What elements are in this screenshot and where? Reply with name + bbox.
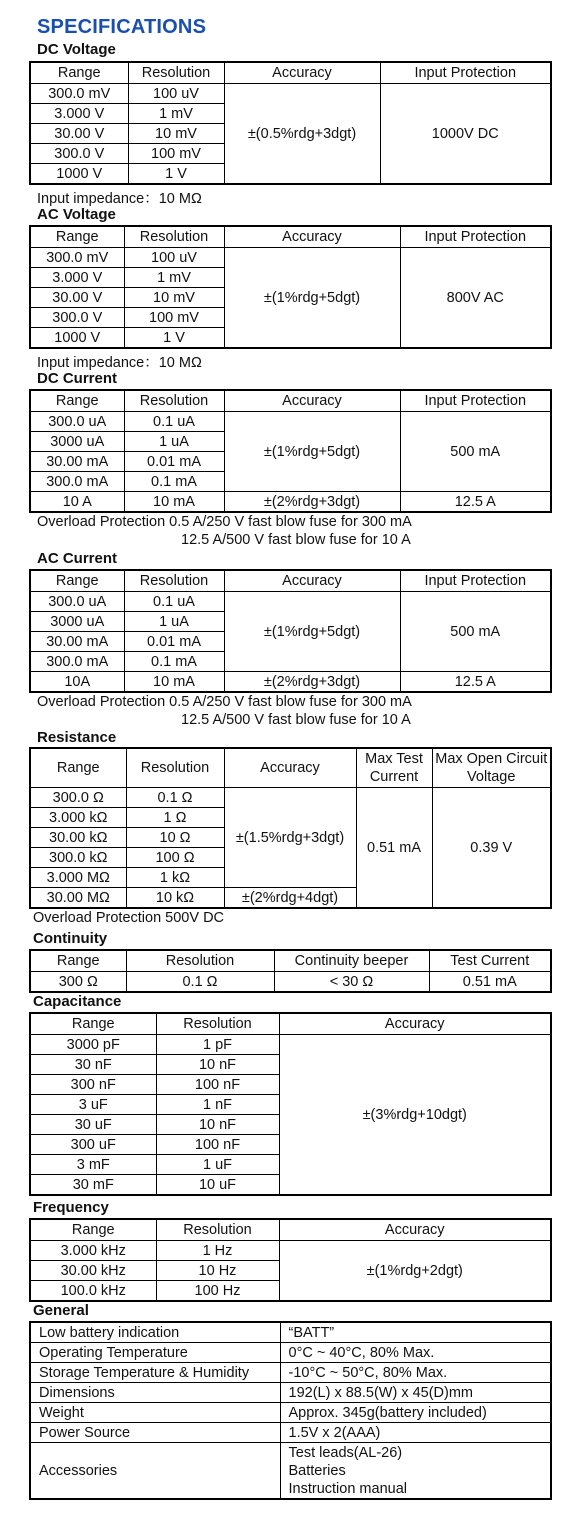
header-input-protection: Input Protection [400,226,551,248]
accessory-item: Batteries [288,1462,346,1479]
resistance-heading: Resistance [37,729,117,746]
range-cell: 3.000 kHz [30,1241,156,1261]
header-max-test-current: Max Test Current [356,748,432,788]
range-cell: 3.000 MΩ [30,868,126,888]
accuracy-cell: ±(2%rdg+3dgt) [224,492,400,513]
max-open-voltage-cell: 0.39 V [432,788,551,909]
header-resolution: Resolution [124,226,224,248]
range-cell: 3.000 V [30,104,128,124]
header-range: Range [30,226,124,248]
resolution-cell: 10 nF [156,1055,279,1075]
range-cell: 30 mF [30,1175,156,1196]
ac-current-heading: AC Current [37,550,118,567]
continuity-heading: Continuity [33,930,108,947]
range-cell: 100.0 kHz [30,1281,156,1302]
header-accuracy: Accuracy [224,748,356,788]
resolution-cell: 1 mV [124,268,224,288]
header-accuracy: Accuracy [279,1013,551,1035]
resolution-cell: 1 uA [124,432,224,452]
resolution-cell: 10 mA [124,672,224,693]
range-cell: 3.000 kΩ [30,808,126,828]
range-cell: 30 nF [30,1055,156,1075]
general-value: 192(L) x 88.5(W) x 45(D)mm [280,1383,551,1403]
dc-current-heading: DC Current [37,370,118,387]
max-test-current-cell: 0.51 mA [356,788,432,909]
resolution-cell: 10 Hz [156,1261,279,1281]
header-range: Range [30,62,128,84]
resolution-cell: 0.1 mA [124,652,224,672]
protection-cell: 500 mA [400,592,551,672]
accessories-cell [280,1443,551,1500]
dc-current-overload-note-2: 12.5 A/500 V fast blow fuse for 10 A [181,532,411,548]
range-cell: 3000 uA [30,612,124,632]
accuracy-cell: ±(2%rdg+3dgt) [224,672,400,693]
frequency-table [29,1218,552,1302]
range-cell: 3.000 V [30,268,124,288]
resolution-cell: 1 Ω [126,808,224,828]
header-range: Range [30,1219,156,1241]
resolution-cell: 0.1 Ω [126,972,274,993]
general-heading: General [33,1302,89,1319]
resolution-cell: 10 Ω [126,828,224,848]
range-cell: 300 uF [30,1135,156,1155]
range-cell: 300.0 mV [30,248,124,268]
resistance-table [29,747,552,909]
resolution-cell: 0.1 Ω [126,788,224,808]
resolution-cell: 10 mA [124,492,224,513]
protection-cell: 12.5 A [400,672,551,693]
accuracy-cell: ±(1.5%rdg+3dgt) [224,788,356,888]
range-cell: 300.0 uA [30,412,124,432]
general-label: Storage Temperature & Humidity [30,1363,280,1383]
accuracy-cell: ±(1%rdg+2dgt) [279,1241,551,1302]
resolution-cell: 100 nF [156,1075,279,1095]
resolution-cell: 10 nF [156,1115,279,1135]
page-title: SPECIFICATIONS [37,16,207,38]
general-label: Dimensions [30,1383,280,1403]
range-cell: 300.0 kΩ [30,848,126,868]
dc-voltage-impedance-note: Input impedance：10 MΩ [37,191,202,207]
resolution-cell: 0.01 mA [124,632,224,652]
resolution-cell: 1 mV [128,104,224,124]
range-cell: 10 A [30,492,124,513]
general-value: 0°C ~ 40°C, 80% Max. [280,1343,551,1363]
range-cell: 3000 pF [30,1035,156,1055]
range-cell: 3 uF [30,1095,156,1115]
header-input-protection: Input Protection [400,570,551,592]
general-label: Operating Temperature [30,1343,280,1363]
resolution-cell: 1 V [128,164,224,185]
range-cell: 1000 V [30,164,128,185]
resolution-cell: 1 pF [156,1035,279,1055]
range-cell: 300 Ω [30,972,126,993]
range-cell: 3000 uA [30,432,124,452]
header-resolution: Resolution [126,748,224,788]
header-max-open-circuit-voltage: Max Open Circuit Voltage [432,748,551,788]
resolution-cell: 10 uF [156,1175,279,1196]
resolution-cell: 100 Ω [126,848,224,868]
accuracy-cell: ±(1%rdg+5dgt) [224,412,400,492]
general-value: “BATT” [280,1322,551,1343]
accuracy-cell: ±(2%rdg+4dgt) [224,888,356,909]
range-cell: 30.00 kΩ [30,828,126,848]
frequency-heading: Frequency [33,1199,109,1216]
resolution-cell: 1 Hz [156,1241,279,1261]
general-value: Approx. 345g(battery included) [280,1403,551,1423]
general-label: Low battery indication [30,1322,280,1343]
resolution-cell: 10 mV [128,124,224,144]
header-accuracy: Accuracy [224,62,380,84]
header-range: Range [30,950,126,972]
range-cell: 10A [30,672,124,693]
ac-current-table [29,569,552,693]
header-continuity-beeper: Continuity beeper [274,950,429,972]
header-accuracy: Accuracy [279,1219,551,1241]
header-accuracy: Accuracy [224,390,400,412]
resolution-cell: 1 kΩ [126,868,224,888]
range-cell: 30.00 mA [30,452,124,472]
resolution-cell: 0.1 uA [124,592,224,612]
range-cell: 30.00 kHz [30,1261,156,1281]
range-cell: 300.0 mV [30,84,128,104]
dc-current-table [29,389,552,513]
protection-cell: 500 mA [400,412,551,492]
header-range: Range [30,570,124,592]
resolution-cell: 100 uV [128,84,224,104]
range-cell: 300.0 V [30,308,124,328]
header-range: Range [30,748,126,788]
header-test-current: Test Current [429,950,551,972]
protection-cell: 1000V DC [380,84,551,185]
range-cell: 300.0 uA [30,592,124,612]
beeper-cell: < 30 Ω [274,972,429,993]
dc-voltage-table [29,61,552,185]
resolution-cell: 100 mV [124,308,224,328]
resolution-cell: 0.1 mA [124,472,224,492]
header-input-protection: Input Protection [380,62,551,84]
general-value: 1.5V x 2(AAA) [280,1423,551,1443]
range-cell: 300.0 mA [30,652,124,672]
resolution-cell: 1 nF [156,1095,279,1115]
range-cell: 30.00 mA [30,632,124,652]
capacitance-heading: Capacitance [33,993,122,1010]
header-resolution: Resolution [156,1219,279,1241]
ac-current-overload-note: Overload Protection 0.5 A/250 V fast blow fuse for 300 mA [37,694,412,710]
header-range: Range [30,1013,156,1035]
header-resolution: Resolution [128,62,224,84]
header-input-protection: Input Protection [400,390,551,412]
header-resolution: Resolution [124,390,224,412]
resolution-cell: 1 uA [124,612,224,632]
range-cell: 30 uF [30,1115,156,1135]
accessory-item: Test leads(AL-26) [288,1444,403,1461]
range-cell: 300.0 mA [30,472,124,492]
dc-current-overload-note: Overload Protection 0.5 A/250 V fast blow fuse for 300 mA [37,514,412,530]
header-accuracy: Accuracy [224,570,400,592]
continuity-table [29,949,552,993]
general-label: Weight [30,1403,280,1423]
range-cell: 30.00 MΩ [30,888,126,909]
range-cell: 3 mF [30,1155,156,1175]
resolution-cell: 100 nF [156,1135,279,1155]
ac-voltage-heading: AC Voltage [37,206,116,223]
general-label: Power Source [30,1423,280,1443]
test-current-cell: 0.51 mA [429,972,551,993]
protection-cell: 12.5 A [400,492,551,513]
accuracy-cell: ±(1%rdg+5dgt) [224,592,400,672]
resolution-cell: 100 mV [128,144,224,164]
resolution-cell: 0.1 uA [124,412,224,432]
accuracy-cell: ±(1%rdg+5dgt) [224,248,400,349]
protection-cell: 800V AC [400,248,551,349]
range-cell: 30.00 V [30,288,124,308]
general-value: -10°C ~ 50°C, 80% Max. [280,1363,551,1383]
general-label: Accessories [30,1443,280,1500]
resolution-cell: 100 uV [124,248,224,268]
resolution-cell: 10 mV [124,288,224,308]
header-resolution: Resolution [126,950,274,972]
dc-voltage-heading: DC Voltage [37,41,116,58]
ac-current-overload-note-2: 12.5 A/500 V fast blow fuse for 10 A [181,712,411,728]
capacitance-table [29,1012,552,1196]
ac-voltage-table [29,225,552,349]
range-cell: 30.00 V [30,124,128,144]
header-range: Range [30,390,124,412]
range-cell: 1000 V [30,328,124,349]
accuracy-cell: ±(0.5%rdg+3dgt) [224,84,380,185]
general-table [29,1321,552,1500]
resolution-cell: 0.01 mA [124,452,224,472]
header-accuracy: Accuracy [224,226,400,248]
resolution-cell: 10 kΩ [126,888,224,909]
range-cell: 300.0 V [30,144,128,164]
header-resolution: Resolution [156,1013,279,1035]
resistance-overload-note: Overload Protection 500V DC [33,910,225,926]
resolution-cell: 1 V [124,328,224,349]
accessory-item: Instruction manual [288,1480,407,1497]
resolution-cell: 1 uF [156,1155,279,1175]
header-resolution: Resolution [124,570,224,592]
range-cell: 300 nF [30,1075,156,1095]
range-cell: 300.0 Ω [30,788,126,808]
ac-voltage-impedance-note: Input impedance：10 MΩ [37,355,202,371]
resolution-cell: 100 Hz [156,1281,279,1302]
accuracy-cell: ±(3%rdg+10dgt) [279,1035,551,1196]
